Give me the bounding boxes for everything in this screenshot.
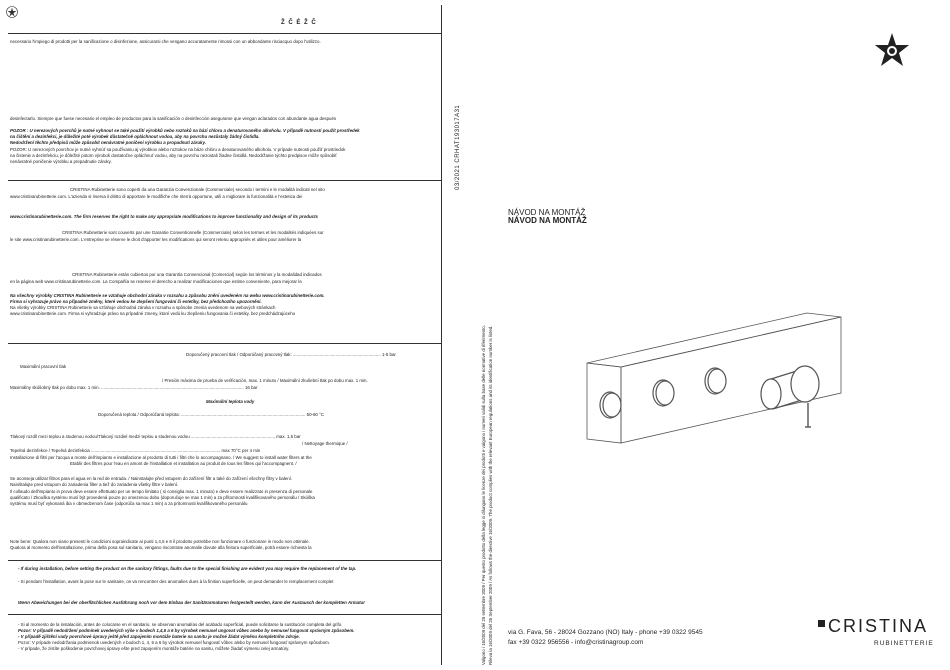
text-line: Nainštalujte pred vstupom do zariadenia filter a tiež do zariadenia všetky filtre v balení. xyxy=(10,482,179,487)
top-rule xyxy=(8,33,441,34)
brand-subtitle: RUBINETTERIE xyxy=(874,640,934,647)
company-contacts: fax +39 0322 956556 - info@cristinagroup.com xyxy=(508,639,644,646)
text-line: qualificato / Zkouška systému musí být provedená pouze po omezenou dobu (doporučuje se max 1 min) a za přítomnosti kvalifikovaného personálu / Skúška xyxy=(10,495,315,500)
text-line: Qualora al momento dell'installazione, prima della posa sul sanitario, vengano riscontrate anomalie dovute alla finitura superficiale, potrà essere richiesta la xyxy=(10,545,312,550)
text-line: Pozor: V případě nedodržení podmínek uvedených výše v bodech 1,4,5 a 6 by výrobek nemusel ungovat vůbec anebo by nemusel fungovat správným způsobem. xyxy=(18,628,355,633)
text-line: - V prípade, že zistíte poškodenie povrchovej úpravy ešte pred zapojením montáže batérie na sanitu, môžete žiadať výmenu celej armatúry. xyxy=(18,646,290,651)
text-line: le site www.cristinarubinetterie.com. L'entreprise se réserve le droit d'apporter les modifications qui seront retenu appropriés et utiles pour améliorer la xyxy=(10,237,302,242)
text-line: Maximální teplota vody xyxy=(206,399,255,404)
text-line: - Si pendant l'installation, avant la pose sur le sanitaire, on va rencontrer des anomalies dues à la finition superficielle, on peut demander le remplacement complet xyxy=(18,579,334,584)
text-line-top: necessario l'impiego di prodotti per la sanificazione o disinfezione, assicurarsi che vengano accuratamente rimossi con un abbondante risciacquo dopo l'utilizzo. xyxy=(10,39,321,44)
text-line: Tlakový rozdíl mezi teplou a studenou vodou/Tlakový rozdiel medzi teplou a studenou vodou ..................................................................... max. 1,5 bar xyxy=(10,434,301,439)
text-line: nenávratné poničenie výrobku a prepadnutie záruky. xyxy=(10,159,112,164)
text-line: www.cristinarubinetterie.com. Firma si vyhradzuje právo na prípadné zmeny, ktoré vedú ku zlepšeniu fungovania či estetiky, bez predchádzajúceho xyxy=(10,311,296,316)
text-line: POZOR : U nerezových povrchů je nutné vyhnout se také použití výrobků nebo roztoků na bázi chloru a denaturovaného alkoholu. V případě nutnosti použít prostředek xyxy=(10,128,360,133)
text-line: - If during installation, before setting the product on the sanitary fittings, faults due to the special finishing are evident you may require the replacement of the tap. xyxy=(18,566,357,571)
text-line: Doporučený pracovní tlak / Odporúčaný pracovný tlak: ........................................................................ 1-5 bar xyxy=(186,352,396,357)
text-line: na čištění a dezinfekci, je důležité poté výrobek důstatečně opláchnout vodou, aby na povrchu nezůstaly žádný čistidla. xyxy=(10,134,260,139)
text-line: Il collaudo dell'impianto in prova deve essere effettuato per un tempo limitato ( si consiglia max. 1 minuto) e deve essere realizzato in presenza di personale xyxy=(10,489,313,494)
text-line: en la página web www.cristinarubinetterie.com. La Compañía se reserve el derecho a realizar modificaciones que estime conveniente, para mejorar la xyxy=(10,279,302,284)
text-line: www.cristinarubinetterie.com. L'azienda si riserva il diritto di apportare le modifiche che riterrà opportune, utili a migliorare la funzionalità e l'estetica dei xyxy=(10,194,303,199)
text-line: Etablir des filtres pour l'eau en amont de l'installation et installation au produit de tous les filtres qui l'accompagnent. / xyxy=(70,461,297,466)
text-line: Installazione di filtri per l'acqua a monte dell'impianto e installazione al prodotto di tutti i filtri che lo accompagnano. / We suggest to install water filters at the xyxy=(10,455,312,460)
text-line: Na všetky výrobky CRISTINA Rubinetterie sa vzťahuje obchodná záruka v rozsahu a spôsobe znenia uvedenom na webových stránkach xyxy=(10,305,276,310)
section-rule xyxy=(8,614,441,615)
text-line: Maximální pracovní tlak xyxy=(20,364,67,369)
text-line: - Si al momento de la instalación, antes de colocarse en el sanitario, se observan anomalías del acabado superficial, puede solicitarse la sustitución completa del grifo. xyxy=(18,622,343,627)
text-line: Doporučená teplota / Odporúčaná teplota: ...................................................................................................... 50-60 °C xyxy=(98,412,325,417)
shower-mixer-drawing xyxy=(575,305,850,450)
star-logo-small xyxy=(6,6,18,18)
doc-code: 03/2021 CRHAT193017A31 xyxy=(455,104,461,190)
text-line: Tepelná dezinfekce / Tepelná dezinfekcia .......................................................................................................... max 70°C per 4 min xyxy=(10,448,261,453)
right-frame-rule xyxy=(441,5,442,665)
text-line: Se aconseja utilizar filtros para el agua en la red de entrada. / Nainstalujte před vstupem do zařízení filtr a také do zařízení všechny filtry v balení. xyxy=(10,476,293,481)
text-line: Note bene: Qualora non siano presenti le condizioni sopraindicate ai punti 1,4,5 e 6 il prodotto potrebbe non funzionare o funzionare in modo non ottimale. xyxy=(10,539,310,544)
text-line: Pozor: V prípade nedodržania podmienok uvedených v bodoch 1, 4, 5 a 6 by výrobok nemusel fungovať vôbec alebo by nemusel fungovať správnym spôsobom. xyxy=(18,640,331,645)
text-line: na čistenie a dezinfekciu, je dôležité potom výrobok dostatočne opláchnuť vodou, aby na povrchu nezostali žiadne čistidlá. Nedodržanie týchto predpisov môže spôsobiť xyxy=(10,153,337,158)
header-glyphs: Ž Č É Ž Č xyxy=(281,20,317,26)
text-line: systému musí byť vykonaná iba v obmedzenom čase (odporúča sa max 1 min) a za prítomnosti kvalifikovaného personálu xyxy=(10,501,248,506)
text-line: Nedodržení těchto předpisů může způsobit nenávratné poničení výrobku a propadnutí záruky. xyxy=(10,140,206,145)
section-rule xyxy=(8,343,441,344)
text-line: Wenn Abweichungen bei der oberflächlichen Ausführung noch vor dem Einbau der Sanitärarmaturen festgestellt werden, kann der Austausch der kompletten Armatur xyxy=(18,600,365,605)
brand-mark-square xyxy=(818,620,825,627)
side-note-1: Valgono i 16/2009 del 25 settembre 2009 / Per questo prodotto della legge si dilungano le licenze dei prodotti e valgono i numeri validi sulla base delle normative di riferimento. xyxy=(481,325,486,665)
text-line: Na všechny výrobky CRISTINA Rubinetterie se vztahuje obchodní záruka v rozsahu a způsobu zněni uvedeném na webu www.cristinarubinetterie.com. xyxy=(10,293,325,298)
text-line: POZOR: U nerezových povrchov je nutné vyhnúť sa používaniu aj výrobkov alebo roztokov na báze chlóru a denaturovaného alkoholu. V prípade nutnosti použiť prostriedok xyxy=(10,147,346,152)
star-logo xyxy=(872,31,912,71)
text-line: CRISTINA Rubinetterie sont couverts par une Garantie Conventionnelle (Commerciale) selon les termes et les modalités indiquées sur xyxy=(62,230,324,235)
text-line: Maximálny skúšobný tlak po dobu max. 1 min. ..................................................................................................................... 16 bar xyxy=(10,385,258,390)
section-rule xyxy=(8,180,441,181)
text-line: - V případě zjištění vady povrchové úpravy ještě před zapojením montáže baterie na sanitu je možné žádat výměnu kompletního zdroje. xyxy=(18,634,300,639)
side-note-2: Rileva la 16/2009 del 25 September 2009 / As follows the directive 16/2009. The product complies with the relevant European regulations and its identification number is listed. xyxy=(488,325,493,665)
install-title: NÁVOD NA MONTÁŽ xyxy=(508,208,586,217)
company-address: via G. Fava, 56 - 28024 Gozzano (NO) Italy - phone +39 0322 9545 xyxy=(508,629,703,636)
text-line: www.cristinarubinetterie.com. The firm reserves the right to make any appropriate modifications to improve functionality and design of its products xyxy=(10,214,318,219)
section-rule xyxy=(8,560,441,561)
text-line: / Nettoyage thermique / xyxy=(302,441,348,446)
text-line: Firma si vyhrazuje právo na případné změny, které vedou ke zlepšení fungování či estetiky, bez předchozího upozornění. xyxy=(10,299,262,304)
text-line: desinfectarlo. Siempre que fuese necesario el empleo de productos para la sanificación o desinfección asegurarse que vengan aclarados con abundante agua después xyxy=(10,116,337,121)
install-title-bold: NÁVOD NA MONTÁŽ xyxy=(508,216,587,225)
text-line: / Presión máxima de prueba de verificación, max. 1 minuto / Maximální zkušební tlak po dobu max. 1 min. xyxy=(162,378,368,383)
brand-name: CRISTINA xyxy=(828,616,929,636)
text-line: CRISTINA Rubinetterie están cubiertos por una Garantía Convencional (Comercial) según los términos y la modalidad indicados xyxy=(72,272,322,277)
text-line: CRISTINA Rubinetterie sono coperti da una Garanzia Convenzionale (Commerciale) secondo i termini e le modalità indicati nel sito xyxy=(70,187,325,192)
